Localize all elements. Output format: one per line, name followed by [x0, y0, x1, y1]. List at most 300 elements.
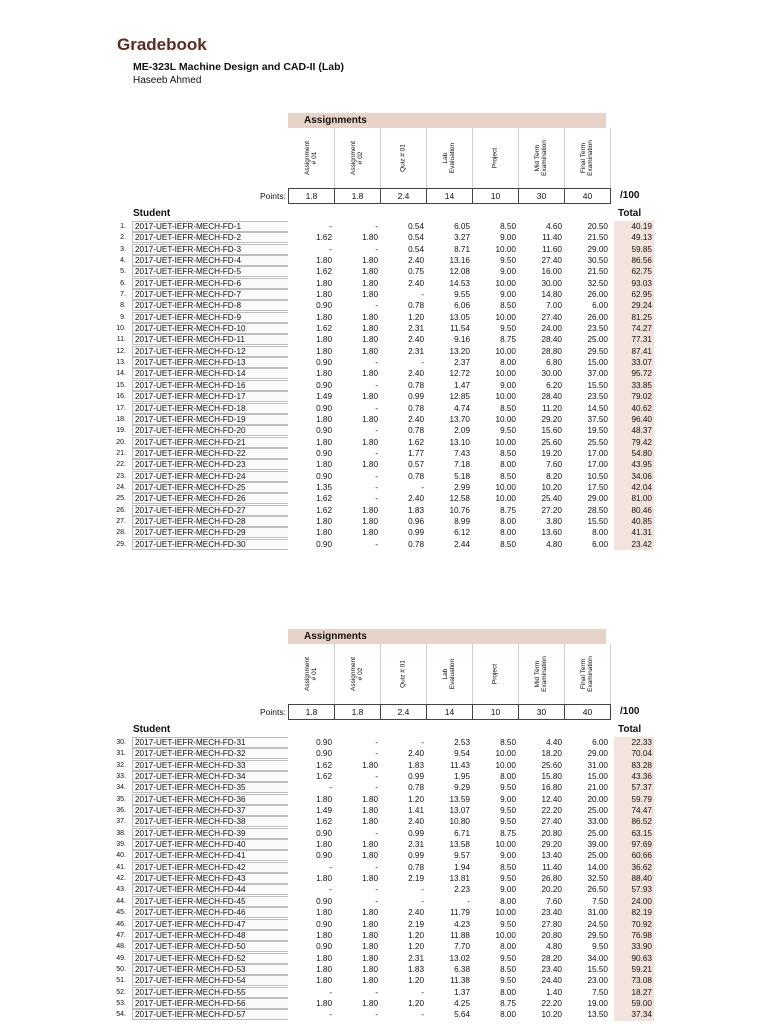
score-cell: -: [329, 244, 332, 254]
score-cell: 20.20: [541, 885, 562, 895]
score-cell: 17.50: [587, 482, 608, 492]
score-cell: 11.54: [450, 324, 470, 334]
row-number: 43.: [116, 886, 126, 894]
score-cell: 0.78: [408, 403, 424, 413]
score-cell: 24.50: [587, 919, 608, 929]
score-cell: 1.80: [362, 256, 378, 266]
row-number: 1.: [120, 223, 126, 230]
score-cell: -: [375, 482, 378, 492]
score-cell: 1.80: [316, 528, 332, 538]
score-cell: 2.99: [454, 482, 470, 492]
student-id: 2017-UET-IEFR-MECH-FD-18: [132, 403, 288, 414]
score-cell: 7.00: [546, 301, 562, 311]
score-cell: -: [375, 471, 378, 481]
score-cell: 6.20: [546, 380, 562, 390]
student-id: 2017-UET-IEFR-MECH-FD-29: [132, 527, 288, 538]
total-cell: 83.28: [614, 760, 654, 771]
row-number: 54.: [116, 1011, 126, 1019]
score-cell: 1.80: [316, 369, 332, 379]
score-cell: 8.75: [500, 505, 516, 515]
row-number: 31.: [116, 750, 126, 758]
table-row: [0, 907, 768, 918]
score-cell: 7.18: [454, 460, 470, 470]
total-cell: 79.42: [614, 437, 654, 448]
table-row: [0, 425, 768, 436]
score-cell: 1.62: [316, 760, 332, 770]
column-header: [288, 128, 335, 188]
total-cell: 22.33: [614, 737, 654, 748]
score-cell: 0.99: [408, 851, 424, 861]
row-number: 6.: [120, 279, 126, 287]
table-row: [0, 771, 768, 782]
row-number: 13.: [116, 359, 126, 367]
score-cell: -: [375, 222, 378, 231]
score-cell: 8.50: [500, 222, 516, 231]
score-cell: 1.80: [316, 976, 332, 986]
score-cell: 9.57: [454, 851, 470, 861]
row-number: 27.: [116, 517, 126, 525]
total-cell: 24.00: [614, 896, 654, 907]
score-cell: 1.80: [362, 233, 378, 243]
score-cell: 8.75: [500, 998, 516, 1008]
score-cell: -: [329, 783, 332, 793]
table-row: [0, 760, 768, 771]
score-cell: 28.80: [541, 346, 562, 356]
total-cell: 33.90: [614, 941, 654, 952]
points-cell: 1.8: [289, 705, 335, 719]
score-cell: 8.99: [454, 516, 470, 526]
score-cell: 4.25: [454, 998, 470, 1008]
table-row: [0, 312, 768, 323]
score-cell: 8.00: [500, 1010, 516, 1020]
score-cell: 1.80: [362, 817, 378, 827]
student-id: 2017-UET-IEFR-MECH-FD-54: [132, 975, 288, 986]
score-cell: 8.00: [500, 460, 516, 470]
points-cell: 30: [519, 705, 565, 719]
total-cell: 43.36: [614, 771, 654, 782]
total-cell: 74.27: [614, 323, 654, 334]
score-cell: 1.20: [408, 998, 424, 1008]
column-header-label: Mid Term Examination: [534, 656, 548, 692]
student-id: 2017-UET-IEFR-MECH-FD-24: [132, 471, 288, 482]
score-cell: 0.78: [408, 380, 424, 390]
score-cell: 28.50: [587, 505, 608, 515]
score-cell: 26.00: [587, 312, 608, 322]
student-id: 2017-UET-IEFR-MECH-FD-2: [132, 232, 288, 243]
score-cell: 0.99: [408, 528, 424, 538]
column-header: [472, 644, 519, 704]
score-cell: 1.94: [454, 862, 470, 872]
score-cell: 23.00: [587, 976, 608, 986]
score-cell: 10.00: [495, 482, 516, 492]
score-cell: 29.00: [587, 244, 608, 254]
table-row: [0, 448, 768, 459]
score-cell: 9.00: [500, 267, 516, 277]
table-row: [0, 782, 768, 793]
column-header: [334, 644, 381, 704]
score-cell: 9.29: [454, 783, 470, 793]
score-cell: 2.09: [454, 426, 470, 436]
score-cell: -: [375, 426, 378, 436]
student-id: 2017-UET-IEFR-MECH-FD-21: [132, 437, 288, 448]
score-cell: 1.37: [454, 987, 470, 997]
score-cell: 10.00: [495, 414, 516, 424]
student-id: 2017-UET-IEFR-MECH-FD-44: [132, 884, 288, 895]
table-row: [0, 244, 768, 255]
student-id: 2017-UET-IEFR-MECH-FD-57: [132, 1009, 288, 1020]
score-cell: 0.90: [316, 828, 332, 838]
score-cell: 8.50: [500, 862, 516, 872]
score-cell: 25.60: [541, 760, 562, 770]
score-cell: 30.50: [587, 256, 608, 266]
student-id: 2017-UET-IEFR-MECH-FD-16: [132, 380, 288, 391]
score-cell: 13.16: [449, 256, 470, 266]
score-cell: 1.80: [316, 290, 332, 300]
total-cell: 82.19: [614, 907, 654, 918]
score-cell: 27.80: [541, 919, 562, 929]
table-row: [0, 975, 768, 986]
score-cell: 18.20: [541, 749, 562, 759]
score-cell: 0.90: [316, 403, 332, 413]
table-row: [0, 896, 768, 907]
total-cell: 62.95: [614, 289, 654, 300]
score-cell: 6.12: [454, 528, 470, 538]
score-cell: 14.80: [541, 290, 562, 300]
score-cell: 23.50: [587, 324, 608, 334]
score-cell: 0.90: [316, 896, 332, 906]
page-title: Gradebook: [117, 35, 207, 54]
score-cell: 27.40: [541, 256, 562, 266]
total-cell: 73.08: [614, 975, 654, 986]
score-cell: 1.62: [316, 772, 332, 782]
score-cell: 29.50: [587, 930, 608, 940]
table-row: [0, 737, 768, 748]
score-cell: 0.90: [316, 539, 332, 549]
score-cell: 12.85: [449, 392, 470, 402]
column-header: [472, 128, 519, 188]
student-id: 2017-UET-IEFR-MECH-FD-53: [132, 964, 288, 975]
score-cell: 32.50: [587, 278, 608, 288]
table-row: [0, 334, 768, 345]
score-cell: 15.50: [587, 516, 608, 526]
table-row: [0, 828, 768, 839]
out-of-label: /100: [620, 190, 640, 201]
row-number: 40.: [116, 852, 126, 860]
score-cell: 1.80: [362, 908, 378, 918]
score-cell: 28.40: [541, 335, 562, 345]
score-cell: 4.80: [546, 942, 562, 952]
total-cell: 96.40: [614, 414, 654, 425]
score-cell: 2.40: [408, 335, 424, 345]
points-cell: 1.8: [335, 189, 381, 203]
score-cell: 25.00: [587, 806, 608, 816]
total-cell: 76.98: [614, 930, 654, 941]
row-number: 39.: [116, 841, 126, 849]
score-cell: 16.00: [541, 267, 562, 277]
column-header-label: Project: [491, 663, 499, 685]
row-number: 47.: [116, 931, 126, 939]
score-cell: 8.50: [500, 448, 516, 458]
score-cell: 37.00: [587, 369, 608, 379]
score-cell: 13.59: [449, 794, 470, 804]
score-cell: 6.80: [546, 358, 562, 368]
score-cell: 1.80: [362, 278, 378, 288]
column-header-label: Mid Term Examination: [534, 140, 548, 176]
total-cell: 81.25: [614, 312, 654, 323]
column-header: [426, 128, 473, 188]
score-cell: 21.50: [587, 233, 608, 243]
score-cell: 16.80: [541, 783, 562, 793]
row-number: 12.: [116, 347, 126, 355]
table-row: [0, 850, 768, 861]
score-cell: -: [375, 896, 378, 906]
points-cell: 10: [473, 705, 519, 719]
score-cell: 11.79: [450, 908, 470, 918]
points-row: [288, 704, 611, 720]
score-cell: 1.80: [316, 840, 332, 850]
score-cell: 9.54: [454, 749, 470, 759]
score-cell: 8.20: [546, 471, 562, 481]
score-cell: 25.60: [541, 437, 562, 447]
out-of-label: /100: [620, 706, 640, 717]
student-header: Student: [133, 208, 171, 219]
score-cell: 37.50: [587, 414, 608, 424]
score-cell: 8.50: [500, 301, 516, 311]
score-cell: 1.80: [362, 346, 378, 356]
score-cell: 22.20: [541, 806, 562, 816]
total-cell: 57.37: [614, 782, 654, 793]
score-cell: 1.80: [316, 874, 332, 884]
score-cell: -: [421, 885, 424, 895]
student-id: 2017-UET-IEFR-MECH-FD-3: [132, 244, 288, 255]
total-cell: 40.19: [614, 221, 654, 232]
column-header: [518, 128, 565, 188]
score-cell: 1.80: [316, 256, 332, 266]
score-cell: 7.70: [454, 942, 470, 952]
score-cell: 2.40: [408, 414, 424, 424]
row-number: 15.: [116, 381, 126, 389]
score-cell: 27.20: [541, 505, 562, 515]
row-number: 8.: [120, 302, 126, 310]
score-cell: 9.50: [500, 817, 516, 827]
score-cell: 0.78: [408, 783, 424, 793]
student-id: 2017-UET-IEFR-MECH-FD-6: [132, 278, 288, 289]
table-row: [0, 964, 768, 975]
score-cell: 0.90: [316, 358, 332, 368]
table-row: [0, 794, 768, 805]
score-cell: 10.00: [495, 494, 516, 504]
table-row: [0, 953, 768, 964]
total-cell: 59.21: [614, 964, 654, 975]
score-cell: 29.00: [587, 494, 608, 504]
total-cell: 43.95: [614, 459, 654, 470]
table-row: [0, 403, 768, 414]
score-cell: 1.62: [316, 324, 332, 334]
score-cell: 5.64: [454, 1010, 470, 1020]
score-cell: 15.80: [541, 772, 562, 782]
score-cell: 1.47: [454, 380, 470, 390]
score-cell: 17.00: [587, 448, 608, 458]
score-cell: 15.50: [587, 964, 608, 974]
column-header: [518, 644, 565, 704]
score-cell: -: [421, 358, 424, 368]
table-row: [0, 493, 768, 504]
score-cell: 10.00: [495, 244, 516, 254]
table-row: [0, 998, 768, 1009]
score-cell: 0.96: [408, 516, 424, 526]
score-cell: 1.80: [362, 998, 378, 1008]
student-id: 2017-UET-IEFR-MECH-FD-23: [132, 459, 288, 470]
author-name: Haseeb Ahmed: [133, 75, 202, 86]
score-cell: 1.80: [316, 414, 332, 424]
score-cell: 7.60: [546, 460, 562, 470]
total-cell: 59.79: [614, 794, 654, 805]
score-cell: 1.80: [316, 964, 332, 974]
student-id: 2017-UET-IEFR-MECH-FD-19: [132, 414, 288, 425]
score-cell: 7.50: [592, 987, 608, 997]
assignments-group-header: Assignments: [288, 629, 606, 644]
score-cell: 8.75: [500, 335, 516, 345]
score-cell: 1.80: [362, 414, 378, 424]
score-cell: 9.50: [500, 256, 516, 266]
total-cell: 48.37: [614, 425, 654, 436]
row-number: 5.: [120, 268, 126, 276]
row-number: 19.: [116, 427, 126, 435]
table-row: [0, 505, 768, 516]
total-cell: 60.66: [614, 850, 654, 861]
table-row: [0, 1009, 768, 1020]
score-cell: 10.00: [495, 749, 516, 759]
score-cell: 1.80: [362, 942, 378, 952]
score-cell: 25.00: [587, 828, 608, 838]
row-number: 42.: [116, 875, 126, 883]
score-cell: 2.40: [408, 256, 424, 266]
score-cell: 10.00: [495, 840, 516, 850]
score-cell: 13.40: [541, 851, 562, 861]
score-cell: 11.43: [450, 760, 470, 770]
score-cell: 0.90: [316, 448, 332, 458]
points-cell: 30: [519, 189, 565, 203]
row-number: 3.: [120, 245, 126, 253]
row-number: 38.: [116, 829, 126, 837]
student-id: 2017-UET-IEFR-MECH-FD-41: [132, 850, 288, 861]
student-id: 2017-UET-IEFR-MECH-FD-7: [132, 289, 288, 300]
student-id: 2017-UET-IEFR-MECH-FD-48: [132, 930, 288, 941]
score-cell: 1.80: [362, 760, 378, 770]
column-header-label: Final Term Examination: [580, 656, 594, 692]
score-cell: -: [421, 482, 424, 492]
table-row: [0, 873, 768, 884]
score-cell: 2.40: [408, 817, 424, 827]
total-cell: 40.85: [614, 516, 654, 527]
score-cell: 1.80: [362, 851, 378, 861]
table-row: [0, 414, 768, 425]
score-cell: 1.80: [362, 312, 378, 322]
student-id: 2017-UET-IEFR-MECH-FD-4: [132, 255, 288, 266]
total-cell: 36.62: [614, 862, 654, 873]
score-cell: 20.50: [587, 222, 608, 231]
score-cell: 17.00: [587, 460, 608, 470]
score-cell: 29.00: [587, 749, 608, 759]
score-cell: 9.00: [500, 380, 516, 390]
score-cell: -: [329, 862, 332, 872]
student-id: 2017-UET-IEFR-MECH-FD-10: [132, 323, 288, 334]
column-header: [564, 644, 611, 704]
score-cell: 11.38: [450, 976, 470, 986]
score-cell: 7.50: [592, 896, 608, 906]
row-number: 7.: [120, 291, 126, 299]
table-row: [0, 884, 768, 895]
score-cell: 9.55: [454, 290, 470, 300]
score-cell: 25.00: [587, 335, 608, 345]
column-header-label: Quiz # 01: [399, 660, 407, 688]
score-cell: 15.00: [587, 772, 608, 782]
row-number: 26.: [116, 506, 126, 514]
row-number: 24.: [116, 483, 126, 491]
score-cell: -: [375, 987, 378, 997]
score-cell: 33.00: [587, 817, 608, 827]
score-cell: 1.80: [362, 290, 378, 300]
score-cell: 0.90: [316, 426, 332, 436]
student-id: 2017-UET-IEFR-MECH-FD-52: [132, 953, 288, 964]
score-cell: 25.50: [587, 437, 608, 447]
row-number: 36.: [116, 807, 126, 815]
total-cell: 77.31: [614, 334, 654, 345]
student-id: 2017-UET-IEFR-MECH-FD-28: [132, 516, 288, 527]
table-row: [0, 357, 768, 368]
total-cell: 62.75: [614, 266, 654, 277]
score-cell: 9.50: [592, 942, 608, 952]
student-id: 2017-UET-IEFR-MECH-FD-12: [132, 346, 288, 357]
total-cell: 79.02: [614, 391, 654, 402]
score-cell: 39.00: [587, 840, 608, 850]
total-cell: 81.00: [614, 493, 654, 504]
score-cell: 10.00: [495, 346, 516, 356]
score-cell: 6.71: [454, 828, 470, 838]
table-row: [0, 839, 768, 850]
score-cell: -: [375, 862, 378, 872]
score-cell: -: [467, 896, 470, 906]
row-number: 41.: [116, 863, 126, 871]
score-cell: 13.02: [449, 953, 470, 963]
score-cell: 9.50: [500, 953, 516, 963]
score-cell: 1.80: [316, 312, 332, 322]
score-cell: 14.50: [587, 403, 608, 413]
score-cell: 1.40: [546, 987, 562, 997]
score-cell: 1.49: [316, 392, 332, 402]
score-cell: -: [329, 987, 332, 997]
row-number: 2.: [120, 234, 126, 242]
student-id: 2017-UET-IEFR-MECH-FD-30: [132, 539, 288, 550]
total-cell: 57.93: [614, 884, 654, 895]
score-cell: 0.99: [408, 392, 424, 402]
score-cell: 13.70: [449, 414, 470, 424]
total-cell: 90.63: [614, 953, 654, 964]
score-cell: 28.40: [541, 392, 562, 402]
total-cell: 23.42: [614, 539, 654, 550]
table-row: [0, 816, 768, 827]
score-cell: 9.00: [500, 794, 516, 804]
column-header-label: Quiz # 01: [399, 144, 407, 172]
column-header-label: Assignment # 02: [350, 141, 364, 175]
points-cell: 14: [427, 705, 473, 719]
student-id: 2017-UET-IEFR-MECH-FD-45: [132, 896, 288, 907]
score-cell: 1.62: [316, 494, 332, 504]
score-cell: 8.00: [500, 772, 516, 782]
score-cell: 9.16: [454, 335, 470, 345]
row-number: 30.: [116, 739, 126, 746]
row-number: 51.: [116, 977, 126, 985]
